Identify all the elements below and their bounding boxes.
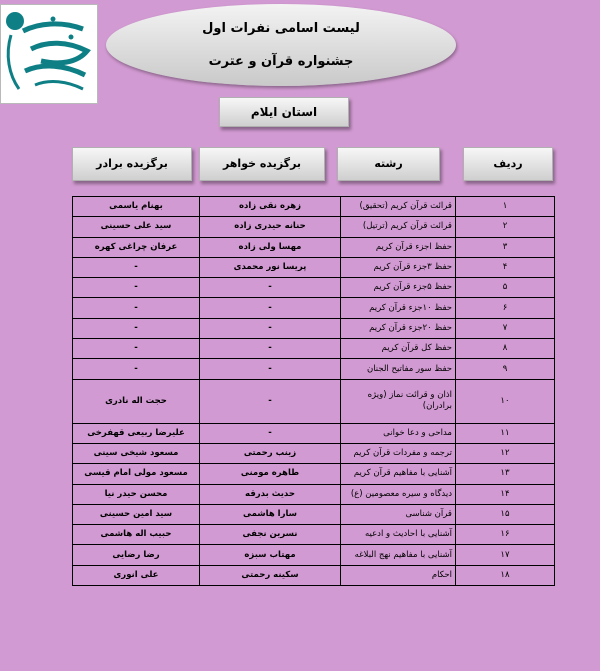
table-row	[73, 545, 555, 565]
sister-winner-cell: -	[200, 339, 341, 359]
table-row	[73, 359, 555, 379]
radif-cell: ۹	[456, 359, 555, 379]
table-row	[73, 484, 555, 504]
table-row	[73, 565, 555, 585]
field-cell: قرائت قرآن کریم (ترتیل)	[341, 217, 456, 237]
brother-winner-cell: -	[73, 359, 200, 379]
radif-cell: ۵	[456, 278, 555, 298]
table-row	[73, 278, 555, 298]
radif-cell: ۱۴	[456, 484, 555, 504]
radif-cell: ۱۸	[456, 565, 555, 585]
field-cell: حفظ کل قرآن کریم	[341, 339, 456, 359]
brother-winner-cell: حجت اله نادری	[73, 379, 200, 423]
table-row	[73, 217, 555, 237]
table-row	[73, 339, 555, 359]
page-title: لیست اسامی نفرات اول	[202, 21, 360, 36]
field-cell: ترجمه و مفردات قرآن کریم	[341, 443, 456, 463]
field-cell: حفظ اجزء قرآن کریم	[341, 237, 456, 257]
winners-table-body	[73, 197, 555, 586]
table-row	[73, 525, 555, 545]
brother-winner-cell: علیرضا ربیعی قهفرخی	[73, 423, 200, 443]
sister-winner-cell: نسرین نجفی	[200, 525, 341, 545]
sister-winner-cell: -	[200, 298, 341, 318]
table-row	[73, 197, 555, 217]
radif-cell: ۲	[456, 217, 555, 237]
sister-winner-cell: زینب رحمتی	[200, 443, 341, 463]
winners-table	[72, 196, 555, 586]
radif-cell: ۱۶	[456, 525, 555, 545]
sister-winner-cell: طاهره مومنی	[200, 464, 341, 484]
radif-cell: ۷	[456, 318, 555, 338]
brother-winner-cell: سید علی حسینی	[73, 217, 200, 237]
sister-winner-cell: سکینه رحمتی	[200, 565, 341, 585]
radif-cell: ۱۲	[456, 443, 555, 463]
sister-winner-cell: پریسا نور محمدی	[200, 257, 341, 277]
brother-winner-cell: -	[73, 278, 200, 298]
field-cell: مداحی و دعا خوانی	[341, 423, 456, 443]
sister-winner-cell: -	[200, 278, 341, 298]
field-cell: حفظ ۱۰جزء قرآن کریم	[341, 298, 456, 318]
sister-winner-cell: -	[200, 423, 341, 443]
field-cell: قرآن شناسی	[341, 504, 456, 524]
title-banner	[106, 4, 456, 86]
brother-winner-cell: -	[73, 339, 200, 359]
header-brother: برگزیده برادر	[72, 147, 192, 181]
sister-winner-cell: -	[200, 379, 341, 423]
brother-winner-cell: عرفان چراغی کهره	[73, 237, 200, 257]
table-row	[73, 504, 555, 524]
festival-name: جشنواره قرآن و عترت	[208, 54, 354, 69]
radif-cell: ۱۷	[456, 545, 555, 565]
radif-cell: ۱۳	[456, 464, 555, 484]
table-row	[73, 318, 555, 338]
radif-cell: ۳	[456, 237, 555, 257]
header-radif: ردیف	[463, 147, 553, 181]
header-sister: برگزیده خواهر	[199, 147, 325, 181]
brother-winner-cell: بهنام یاسمی	[73, 197, 200, 217]
field-cell: احکام	[341, 565, 456, 585]
field-cell: قرائت قرآن کریم (تحقیق)	[341, 197, 456, 217]
field-cell: آشنایی با احادیث و ادعیه	[341, 525, 456, 545]
radif-cell: ۸	[456, 339, 555, 359]
radif-cell: ۶	[456, 298, 555, 318]
sister-winner-cell: -	[200, 318, 341, 338]
table-row	[73, 379, 555, 423]
brother-winner-cell: رضا رضایی	[73, 545, 200, 565]
brother-winner-cell: سید امین حسینی	[73, 504, 200, 524]
sister-winner-cell: زهره نقی زاده	[200, 197, 341, 217]
sister-winner-cell: -	[200, 359, 341, 379]
brother-winner-cell: مسعود مولی امام قیسی	[73, 464, 200, 484]
table-row	[73, 464, 555, 484]
province-label: استان ایلام	[219, 97, 349, 127]
brother-winner-cell: مسعود شیخی سینی	[73, 443, 200, 463]
sister-winner-cell: حنانه حیدری زاده	[200, 217, 341, 237]
festival-logo	[0, 4, 98, 104]
field-cell: حفظ ۵جزء قرآن کریم	[341, 278, 456, 298]
logo-calligraphy-icon	[1, 5, 97, 103]
radif-cell: ۱۵	[456, 504, 555, 524]
field-cell: اذان و قرائت نماز (ویژه برادران)	[341, 379, 456, 423]
brother-winner-cell: علی انوری	[73, 565, 200, 585]
radif-cell: ۱۱	[456, 423, 555, 443]
field-cell: آشنایی با مفاهیم نهج البلاغه	[341, 545, 456, 565]
radif-cell: ۱۰	[456, 379, 555, 423]
table-row	[73, 257, 555, 277]
field-cell: دیدگاه و سیره معصومین (ع)	[341, 484, 456, 504]
table-row	[73, 237, 555, 257]
brother-winner-cell: -	[73, 318, 200, 338]
sister-winner-cell: سارا هاشمی	[200, 504, 341, 524]
table-row	[73, 423, 555, 443]
radif-cell: ۱	[456, 197, 555, 217]
brother-winner-cell: محسن حیدر نیا	[73, 484, 200, 504]
field-cell: حفظ سور مفاتیح الجنان	[341, 359, 456, 379]
brother-winner-cell: -	[73, 257, 200, 277]
brother-winner-cell: -	[73, 298, 200, 318]
table-row	[73, 443, 555, 463]
field-cell: حفظ ۳جزء قرآن کریم	[341, 257, 456, 277]
field-cell: آشنایی با مفاهیم قرآن کریم	[341, 464, 456, 484]
table-row	[73, 298, 555, 318]
sister-winner-cell: مهسا ولی زاده	[200, 237, 341, 257]
sister-winner-cell: مهتاب سبزه	[200, 545, 341, 565]
sister-winner-cell: حدیث بدرقه	[200, 484, 341, 504]
brother-winner-cell: حبیب اله هاشمی	[73, 525, 200, 545]
field-cell: حفظ ۲۰جزء قرآن کریم	[341, 318, 456, 338]
header-field: رشته	[337, 147, 440, 181]
radif-cell: ۴	[456, 257, 555, 277]
